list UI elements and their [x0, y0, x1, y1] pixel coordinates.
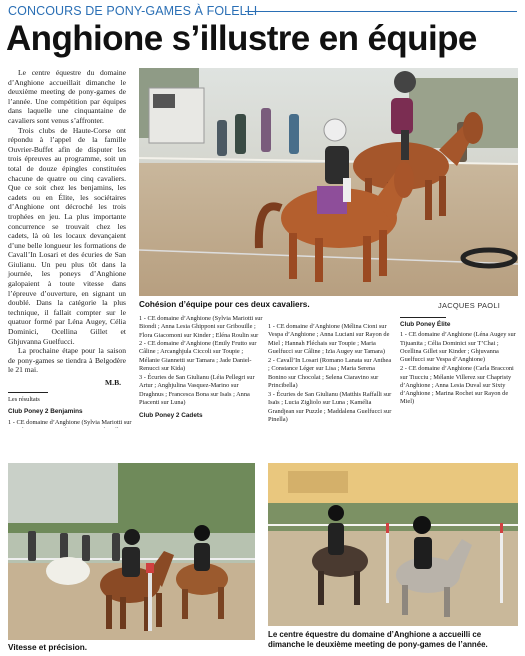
results-column-1 [8, 392, 132, 428]
results-entry-text: 2 - CE domaine d’Anghione (Emily Frutto sur Câline ; Arcanghjula Ciccoli sur Toupie ; Mélanie Giannetti sur Tamara ; Jade Daniel-Renucci sur Kida) [139, 340, 257, 372]
bottom-left-photo [8, 463, 255, 640]
bottom-left-caption: Vitesse et précision. [8, 643, 88, 652]
lead-text-column [8, 68, 126, 375]
bottom-right-caption: Le centre équestre du domaine d’Anghione a accueilli ce dimanche le deuxième meeting de pony-games de l’année. [268, 630, 488, 649]
results-entry-text: 1 - CE domaine d’Anghione (Sylvia Mariotti sur Biondi ; Anna Lesia Ghipponi sur Gribouille ; Flora Giacomoni sur Kinder ; Eléna Roulin sur [139, 315, 263, 339]
results-heading-cadets: Club Poney 2 Cadets [139, 412, 203, 419]
bottom-left-photo-image [8, 463, 255, 640]
results-entry-text: 3 - Écuries de San Giulianu (Matthis Raffalli sur Isaïs ; Lucia Zigliolo sur Luna ; Kamélia Grandjean sur Puzzle ; Maddalena Guelfucci sur Pinella) [268, 391, 392, 423]
results-rule [8, 392, 48, 393]
results-column-2 [139, 315, 263, 420]
lead-paragraph-3: La prochaine étape pour la saison de pony-games se tiendra à Belgodère le 21 mai. [8, 346, 126, 375]
lead-paragraph-1: Le centre équestre du domaine d’Anghione accueillait dimanche le deuxième meeting de pony-games de l’année. Une compétition par équipes dans laquelle une cinquantaine de cavaliers sont venus s’affronter. [8, 68, 126, 125]
results-entry-text: 1 - CE domaine d’Anghione (Mélina Cioni sur Vespa d’Anghione ; Anna Luciani sur Rayon de Miel ; Hannah Fléchais sur Toupie ; Maria Guelfucci sur Câline ; Izïa Augey sur Tamara) [268, 323, 390, 355]
lead-paragraph-2: Trois clubs de Haute-Corse ont répondu à l’appel de la famille Ouvrier-Buffet afin de disputer les trois épreuves au programme, soit un total de douze épingles constituées chacune de quatre ou cinq cavaliers. Que ce soit chez les benjamins, les cadets ou en Élite, les sociétaires d’Anghione ont décroché les trois trophées en jeu. La plus importante concurrence se trouvait chez les cadets, là où les locaux devançaient d’une belle longueur les formations de Cavall’In Losari et des écuries de San Giulianu. Un peu plus tôt dans la journée, les poneys d’Anghione galopaient à toute vitesse dans l’épreuve d’ouverture, en signant un doublé. Dans la catégorie la plus technique, il fallait compter sur le quatuor formé par Léna Augey, Célia Dominici, Ocellina Gillet et Ghjuvanna Guelfucci. [8, 125, 126, 346]
results-entry-text: 1 - CE domaine d’Anghione (Sylvia Mariotti sur [8, 418, 132, 426]
bottom-right-photo-image [268, 463, 518, 626]
results-rule [400, 317, 446, 318]
main-photo [139, 68, 518, 296]
main-photo-caption: Cohésion d’équipe pour ces deux cavaliers. [139, 300, 310, 309]
results-label: Les résultats [8, 396, 40, 403]
kicker-rule [245, 11, 517, 12]
results-entry [8, 419, 132, 428]
results-entry-text: 2 - CE domaine d’Anghione (Carla Bracconi sur Tiucciu ; Mélanie Villerez sur Chapristy d’Anghione ; Anna Lesia Duval sur Sixty d’Anghione ; Marina Rochet sur Rayon de Miel) [400, 365, 514, 406]
results-entry-text: 3 - Écuries de San Giulianu (Léia Pellegri sur Artur ; Anghjulina Vasquez-Marino sur Draghnus ; Francesca Bona sur Isaïs ; Anna Piacenti sur Luna) [139, 374, 255, 406]
results-entry-text: 1 - CE domaine d’Anghione (Léna Augey sur Tijuanita ; Célia Dominici sur T’Chai ; Ocellina Gillet sur Kinder ; Ghjuvanna Guelfucci sur Vespa d’Anghione) [400, 331, 516, 363]
results-heading-benjamins: Club Poney 2 Benjamins [8, 408, 83, 416]
results-entry-text: 2 - Cavall’In Losari (Romano Lanata sur Anthea ; Constance Léger sur Lisa ; Maria Serena Bonino sur Chocolat ; Selena Ciaravino sur Princibella) [268, 357, 392, 389]
bottom-right-photo [268, 463, 518, 626]
main-photo-image [139, 68, 518, 296]
article-kicker: CONCOURS DE PONY-GAMES À FOLELLI [8, 4, 258, 18]
results-column-4 [400, 317, 518, 407]
author-signature: M.B. [105, 378, 122, 387]
results-heading-elite: Club Poney Élite [400, 321, 451, 328]
results-column-3 [268, 323, 394, 424]
article-headline: Anghione s’illustre en équipe [6, 19, 477, 58]
main-photo-credit: JACQUES PAOLI [438, 301, 501, 310]
